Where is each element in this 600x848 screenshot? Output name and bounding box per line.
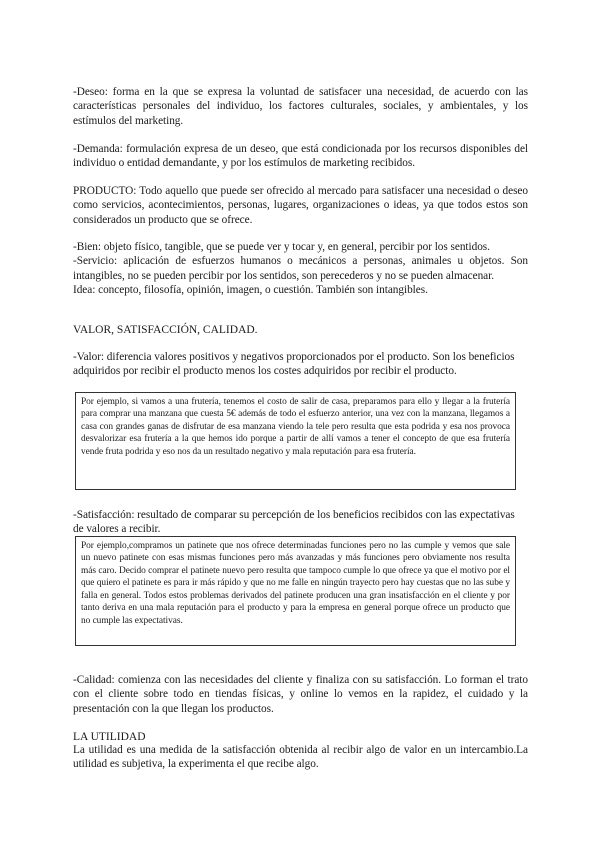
utilidad-paragraph <box>73 743 528 772</box>
servicio-text: -Servicio: aplicación de esfuerzos humanos o mecánicos a personas, animales u objetos. Son intangibles, no se pueden percibir por los sentidos, son perecederos y no se pueden almacenar. <box>73 255 528 282</box>
valor-paragraph <box>73 350 528 379</box>
satisfaccion-example-box <box>75 536 516 646</box>
utilidad-heading: LA UTILIDAD <box>73 731 146 743</box>
demanda-text: -Demanda: formulación expresa de un deseo, que está condicionada por los recursos disponibles del individuo o entidad demandante, y por los estímulos de marketing recibidos. <box>73 143 528 170</box>
valor-text: -Valor: diferencia valores positivos y negativos proporcionados por el producto. Son los beneficios adquiridos por recibir el producto menos los costes adquiridos por recibir el producto. <box>73 351 515 378</box>
section-heading-valor <box>73 323 528 337</box>
satisfaccion-paragraph <box>73 508 528 537</box>
deseo-text: -Deseo: forma en la que se expresa la voluntad de satisfacer una necesidad, de acuerdo con las características personales del individuo, los factores culturales, sociales, y ambientales, y los estímulos del marketing. <box>73 86 528 127</box>
producto-paragraph <box>73 184 528 227</box>
producto-text: PRODUCTO: Todo aquello que puede ser ofrecido al mercado para satisfacer una necesidad o deseo como servicios, acontecimientos, personas, lugares, organizaciones o ideas, ya que todos estos son considerados un producto que se ofrece. <box>73 185 528 226</box>
tipos-producto-block <box>73 240 528 297</box>
satisfaccion-text: -Satisfacción: resultado de comparar su percepción de los beneficios recibidos con las expectativas de valores a recibir. <box>73 509 515 536</box>
valor-heading: VALOR, SATISFACCIÓN, CALIDAD. <box>73 324 258 336</box>
demanda-paragraph <box>73 142 528 171</box>
deseo-paragraph <box>73 85 528 128</box>
valor-example-box <box>75 392 516 490</box>
valor-example-text: Por ejemplo, si vamos a una frutería, tenemos el costo de salir de casa, preparamos para ello y llegar a la frutería para comprar una manzana que cuesta 5€ además de todo el esfuerzo anterior, una vez con la manzana, llegamos a casa con grandes ganas de disfrutar de esa manzana viendo la tele pero resulta que esta podrida y esa nos provoca desvalorizar esa frutería a la que hemos ido porque a partir de allí vamos a tener el concepto de que esa frutería vende fruta podrida y eso nos da un resultado negativo y mala reputación para esa frutería. <box>81 397 510 457</box>
utilidad-text: La utilidad es una medida de la satisfacción obtenida al recibir algo de valor en un intercambio.La utilidad es subjetiva, la experimenta el que recibe algo. <box>73 744 528 771</box>
section-heading-utilidad <box>73 730 528 744</box>
calidad-text: -Calidad: comienza con las necesidades del cliente y finaliza con su satisfacción. Lo forman el trato con el cliente sobre todo en tiendas físicas, y online lo vemos en la rapidez, el cuidado y la presentación con la que llegan los productos. <box>73 674 528 715</box>
satisfaccion-example-text: Por ejemplo,compramos un patinete que nos ofrece determinadas funciones pero no las cumple y vemos que sale un nuevo patinete con esas mismas funciones pero más avanzadas y más funciones pero obviamente nos resulta más caro. Decido comprar el patinete nuevo pero resulta que tampoco cumple lo que ofrece ya que el motivo por el que quiero el patinete es para ir más rápido y que no me falle en ningún trayecto pero hay cuestas que no las sube y falla en general. Todos estos problemas derivados del patinete producen una gran insatisfacción en el cliente y por tanto deriva en una mala reputación para el producto y para la empresa en general porque ofrece un producto que no cumple las expectativas. <box>81 541 510 626</box>
idea-text: Idea: concepto, filosofía, opinión, imagen, o cuestión. También son intangibles. <box>73 283 428 296</box>
calidad-paragraph <box>73 673 528 716</box>
bien-text: -Bien: objeto físico, tangible, que se puede ver y tocar y, en general, percibir por los sentidos. <box>73 241 490 253</box>
